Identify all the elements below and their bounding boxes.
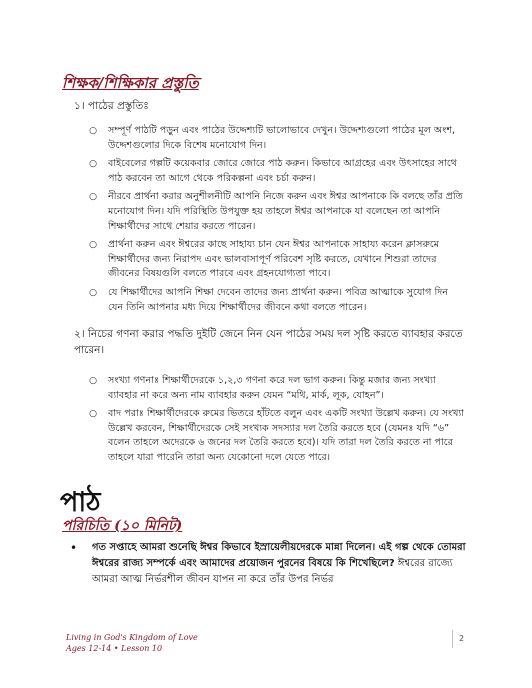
prep-heading: ১। পাঠের প্রস্তুতিঃ — [74, 100, 149, 112]
section-title: শিক্ষক/শিক্ষিকার প্রস্তুতি — [62, 74, 199, 92]
list-item — [70, 540, 470, 588]
circle-bullet-icon: ○ — [89, 287, 97, 298]
circle-bullet-icon: ○ — [89, 159, 97, 170]
circle-bullet-icon: ○ — [89, 409, 97, 420]
list-item: ○ প্রার্থনা করুন এবং ঈশ্বরের কাছে সাহায্য চান যেন ঈশ্বর আপনাকে সাহায্য করেন ক্লাসরুমে শিক্ষার্থীদের জন্য নিরাপদ এবং ভালবাসাপূর্ণ পরিবেশ সৃষ্টি করতে, যেখানে শিশুরা তাদের জীবনের বিষয়গুলি বলতে পারবে এবং গ্রহনযোগ্যতা পাবে। — [89, 239, 440, 280]
footer-course-title: Living in God's Kingdom of Love — [66, 633, 198, 642]
grouping-list — [89, 374, 466, 470]
lesson-heading: পাঠ — [60, 487, 101, 518]
footer-course-info — [66, 632, 198, 654]
list-item: ○ বাইবেলের গল্পটি কয়েকবার জোরে জোরে পাঠ করুন। কিভাবে আগ্রহের এবং উৎসাহের সাথে পাঠ করবেন তা আগে থেকে পরিকল্পনা এবং চর্চা করুন। — [89, 158, 457, 184]
list-item: ○ সম্পূর্ণ পাঠটি পড়ুন এবং পাঠের উদ্দেশ্যটি ভালোভাবে দেখুন। উদ্দেশ্যগুলো পাঠের মূল অংশ, উদ্দেশগুলোর দিকে বিশেষ মনোযোগ দিন। — [89, 125, 456, 151]
list-item: ○ যে শিক্ষার্থীদের আপনি শিক্ষা দেবেন তাদের জন্য প্রার্থনা করুন। পবিত্র আত্মাকে সুযোগ দিন যেন তিনি আপনার মধ্য দিয়ে শিক্ষার্থীদের জীবনে কথা বলতে পারেন। — [89, 286, 448, 313]
page-number: 2 — [452, 630, 479, 648]
circle-bullet-icon: ○ — [89, 240, 97, 251]
intro-heading: পরিচিতি (১০ মিনিট) — [62, 518, 183, 534]
bullet-dot-icon: • — [70, 541, 78, 555]
list-item: ○ নীরবে প্রার্থনা করার অনুশীলনীটি আপনি নিজে করুন এবং ঈশ্বর আপনাকে কি বলছে তাঁর প্রতি মনোযোগ দিন। যদি পরিস্থিতি উপযুক্ত হয় তাহলে ঈশ্বর আপনাকে যা বলেছেন তা আপনি শিক্ষার্থীদের সাথে শেয়ার করতে পারেন। — [89, 191, 463, 232]
story-text: ঈশ্বরের রাজ্যে আমরা আত্ম নির্ভরশীল জীবন যাপন না করে তাঁর উপর নির্ভর — [92, 558, 453, 585]
list-item: ○ সংখ্যা গণনাঃ শিক্ষার্থীদেরকে ১,২,৩ গণনা করে দল ভাগ করুন। কিন্তু মজার জন্য সংখ্যা ব্যাবহার না করে অন্য নাম ব্যাবহার করুন যেমন “মথি, মার্ক, লূক, যোহন”। — [89, 375, 436, 401]
footer-course-meta: Ages 12-14 • Lesson 10 — [66, 644, 163, 653]
story-question: গত সপ্তাহে আমরা শুনেছি ঈশ্বর কিভাবে ইস্রায়েলীয়দেরকে মান্না দিলেন। এই গল্প থেকে তোমরা ঈশ্বরের রাজ্য সম্পর্কে এবং আমাদের প্রয়োজন পুরনের বিষয়ে কি শিখেছিলে? — [92, 542, 466, 569]
story-list — [70, 540, 470, 588]
list-item: ○ বাদ পরাঃ শিক্ষার্থীদেরকে রুমের ভিতরে হাঁটতে বলুন এবং একটি সংখ্যা উল্লেখ করুন। যে সংখ্যা উল্লেখ করবেন, শিক্ষার্থীদেরকে সেই সংখ্যক সদস্যার দল তৈরি করতে হবে (যেমনঃ যদি “৬” বলেন তাহলে অদেরকে ৬ জনের দল তৈরি করতে হবে)। যদি তারা দল তৈরি করতে না পারে তাহলে যারা পারেনি তারা অন্য যেকোনো দলে যেতে পারে। — [89, 408, 465, 463]
circle-bullet-icon: ○ — [89, 192, 97, 203]
prep-list — [89, 124, 466, 319]
grouping-heading: ২। নিচের গণনা করার পদ্ধতি দুইটি জেনে নিন যেন পাঠের সময় দল সৃষ্টি করতে ব্যাবহার করতে পারেন। — [74, 328, 463, 356]
circle-bullet-icon: ○ — [89, 126, 97, 136]
circle-bullet-icon: ○ — [89, 376, 97, 386]
